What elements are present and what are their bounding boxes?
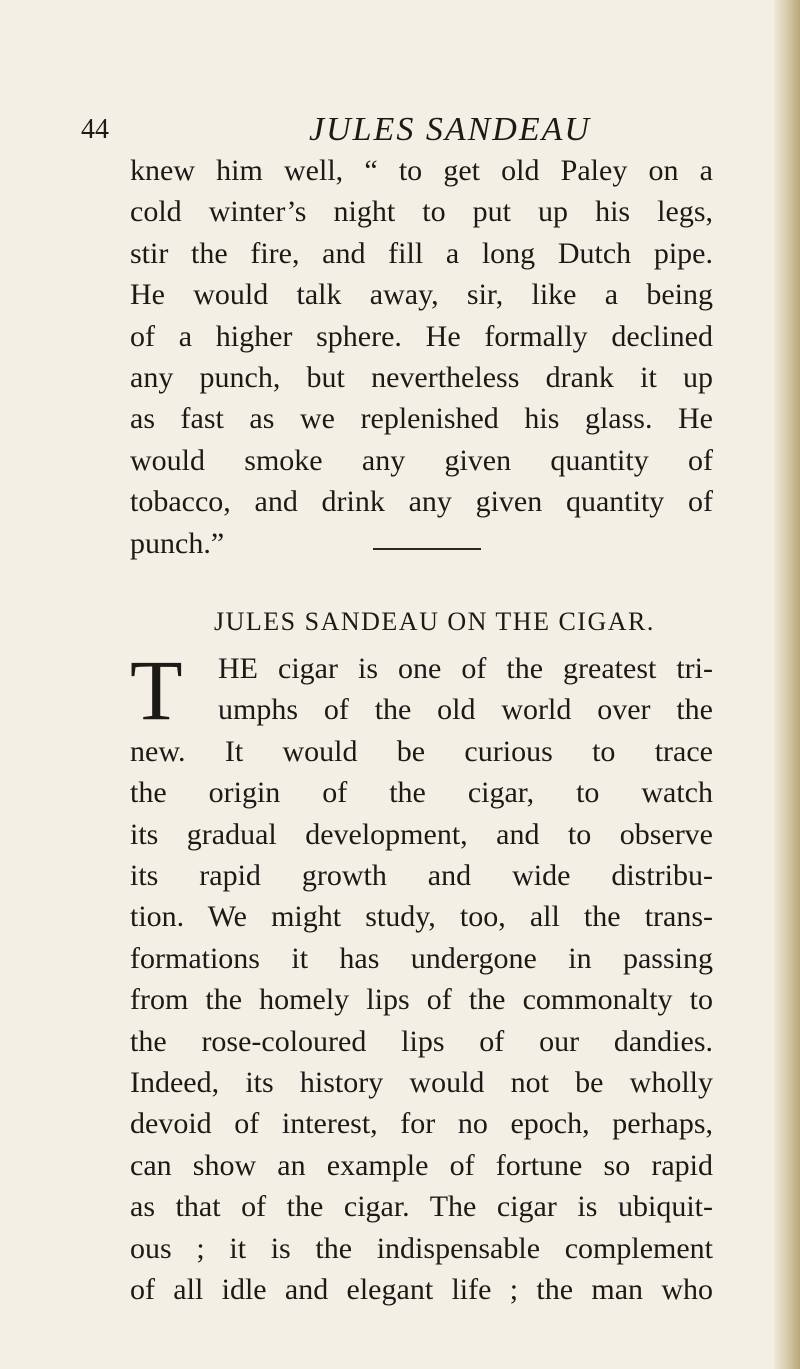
text-line: umphs of the old world over the	[218, 693, 713, 727]
text-line: cold winter’s night to put up his legs,	[130, 195, 713, 229]
section-divider	[373, 548, 481, 550]
text-line: from the homely lips of the commonalty to	[130, 983, 713, 1017]
text-line: knew him well, “ to get old Paley on a	[130, 154, 713, 187]
text-line: devoid of interest, for no epoch, perhaps,	[130, 1107, 713, 1141]
text-line: HE cigar is one of the greatest tri-	[218, 652, 713, 685]
text-line: can show an example of fortune so rapid	[130, 1148, 713, 1182]
text-line: tion. We might study, too, all the trans-	[130, 900, 713, 934]
text-line: ous ; it is the indispensable complement	[130, 1231, 713, 1265]
text-line: as fast as we replenished his glass. He	[130, 402, 713, 436]
page-edge	[774, 0, 800, 1369]
text-line: any punch, but nevertheless drank it up	[130, 361, 713, 395]
text-line: punch.”	[130, 526, 225, 560]
running-head: JULES SANDEAU	[309, 111, 591, 148]
text-line: formations it has undergone in passing	[130, 941, 713, 975]
text-line: of a higher sphere. He formally declined	[130, 319, 713, 353]
text-line: He would talk away, sir, like a being	[130, 278, 713, 312]
section-heading: JULES SANDEAU ON THE CIGAR.	[214, 607, 655, 636]
paragraph-1	[130, 150, 713, 564]
text-line: stir the fire, and fill a long Dutch pipe.	[130, 236, 713, 270]
text-line: its gradual development, and to observe	[130, 817, 713, 851]
text-line: would smoke any given quantity of	[130, 443, 713, 477]
text-line: its rapid growth and wide distribu-	[130, 859, 713, 893]
text-line: Indeed, its history would not be wholly	[130, 1066, 713, 1100]
text-line: tobacco, and drink any given quantity of	[130, 485, 713, 519]
drop-cap: T	[130, 642, 183, 738]
text-line: the origin of the cigar, to watch	[130, 776, 713, 810]
text-line: new. It would be curious to trace	[130, 734, 713, 768]
text-line: as that of the cigar. The cigar is ubiquit-	[130, 1190, 713, 1224]
page-number: 44	[81, 114, 109, 145]
text-line: of all idle and elegant life ; the man who	[130, 1273, 713, 1307]
text-line: the rose-coloured lips of our dandies.	[130, 1024, 713, 1058]
paragraph-2	[130, 642, 713, 1311]
